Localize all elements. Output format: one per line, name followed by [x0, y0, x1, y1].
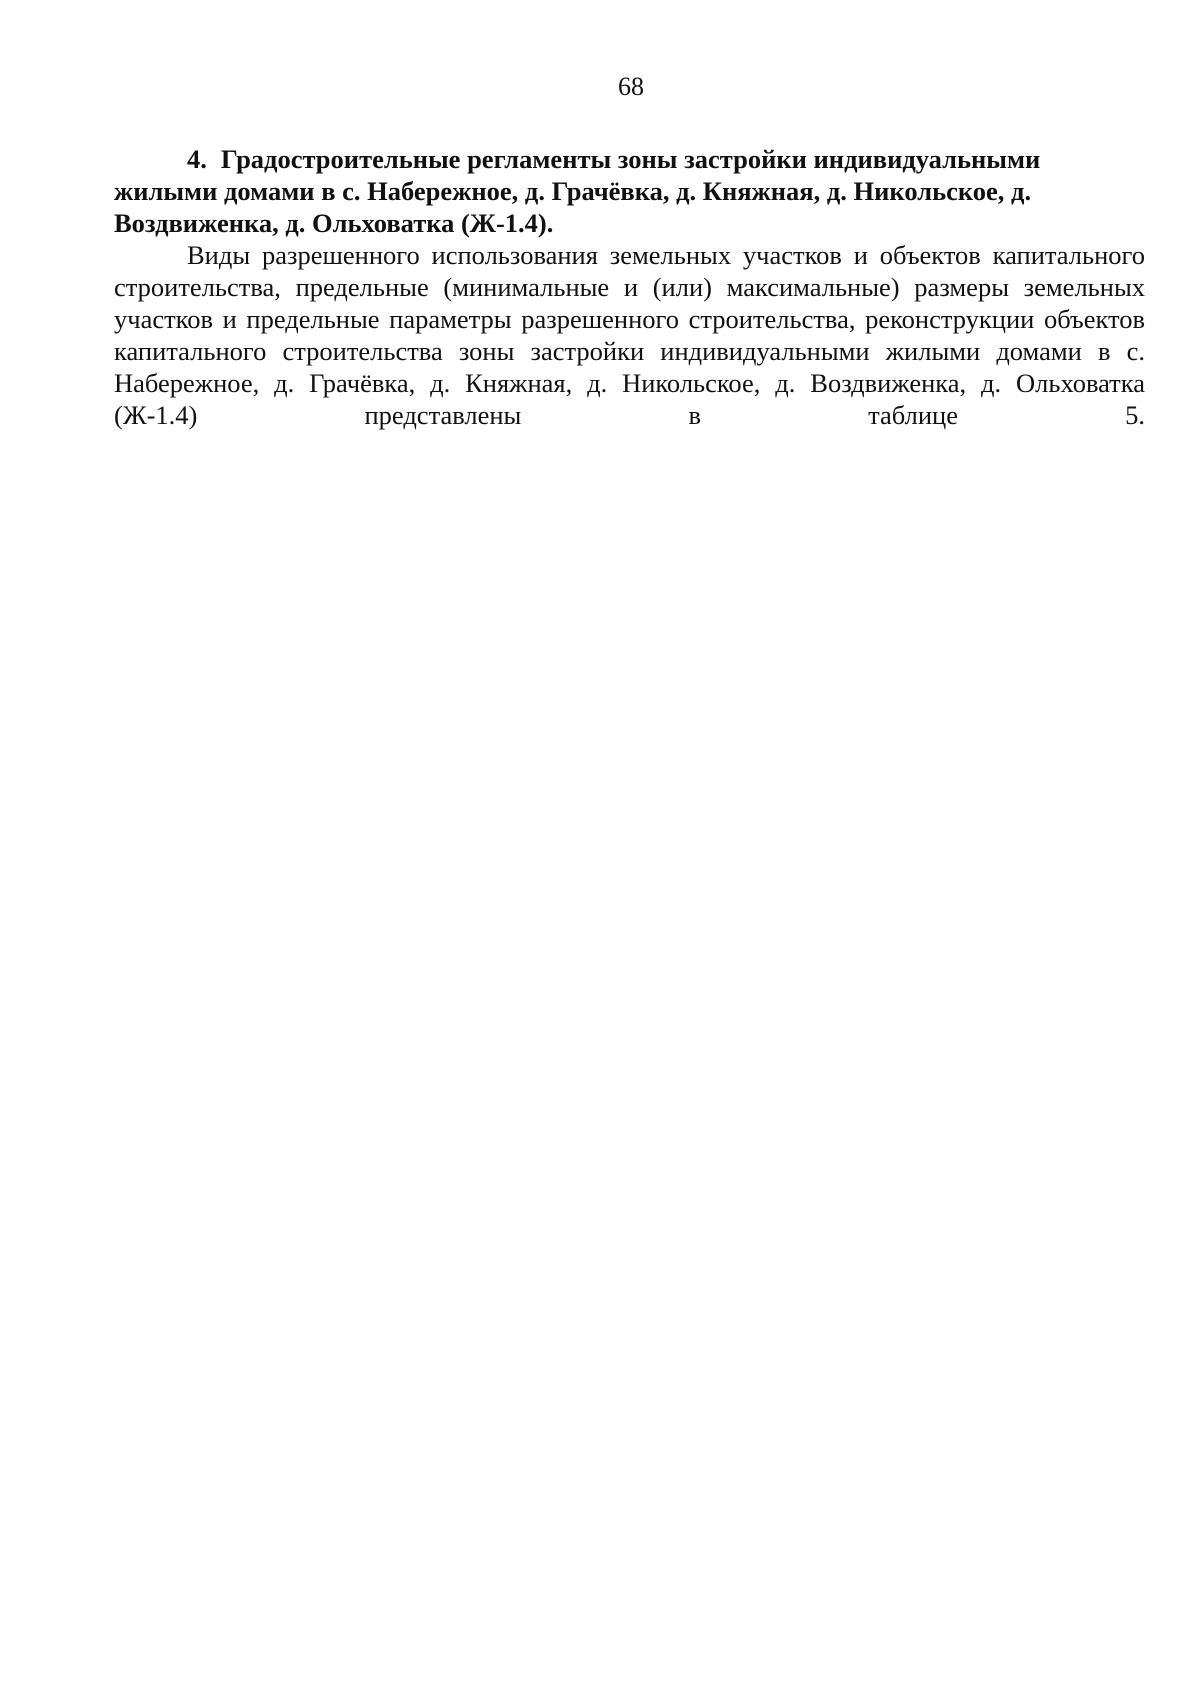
- section-title: Градостроительные регламенты зоны застройки индивидуальными жилыми домами в с. Набережное, д. Грачёвка, д. Княжная, д. Никольское, д. Воздвиженка, д. Ольховатка (Ж-1.4).: [114, 144, 1041, 238]
- section-paragraph: Виды разрешенного использования земельных участков и объектов капитального строительства, предельные (минимальные и (или) максимальные) размеры земельных участков и предельные параметры разрешенного строительства, реконструкции объектов капитального строительства зоны застройки индивидуальными жилыми домами в с. Набережное, д. Грачёвка, д. Княжная, д. Никольское, д. Воздвиженка, д. Ольховатка (Ж-1.4) представлены в таблице 5.: [114, 240, 1145, 430]
- section-content: [114, 143, 1145, 431]
- section-heading: [114, 143, 1145, 239]
- section-number: 4.: [187, 144, 207, 174]
- page-number: 68: [618, 72, 644, 101]
